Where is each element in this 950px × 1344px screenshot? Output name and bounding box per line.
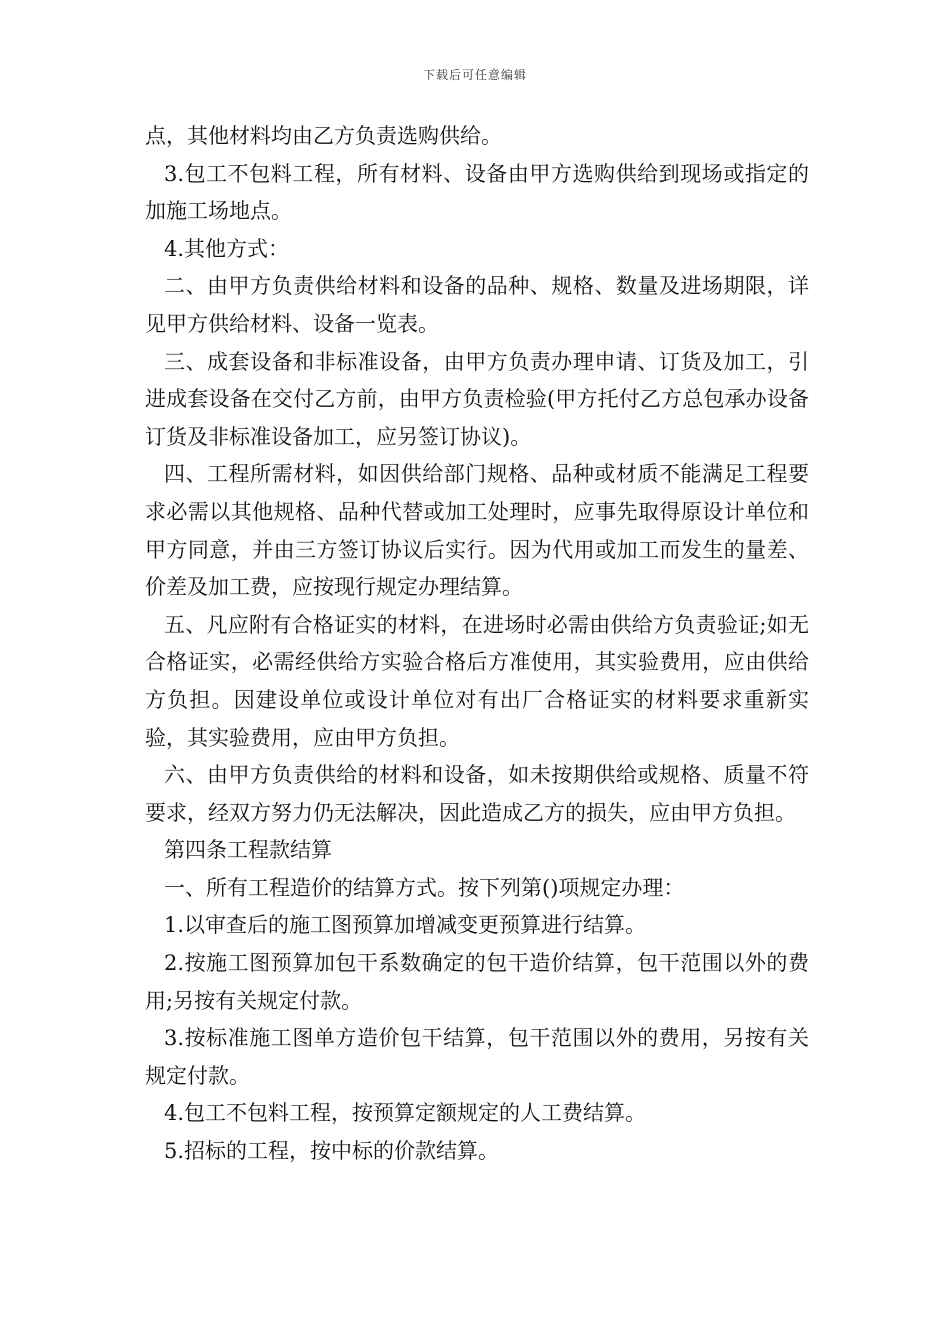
paragraph-settlement-3: 3.按标准施工图单方造价包干结算，包干范围以外的费用，另按有关规定付款。 <box>145 1026 809 1088</box>
paragraph-section-6: 六、由甲方负责供给的材料和设备，如未按期供给或规格、质量不符要求，经双方努力仍无法解决，因此造成乙方的损失，应由甲方负担。 <box>145 763 809 825</box>
page-header: 下载后可任意编辑 <box>422 68 527 82</box>
paragraph-section-3: 三、成套设备和非标准设备，由甲方负责办理申请、订货及加工，引进成套设备在交付乙方前，由甲方负责检验(甲方托付乙方总包承办设备订货及非标准设备加工，应另签订协议)。 <box>145 349 809 449</box>
paragraph-settlement-1: 1.以审查后的施工图预算加增减变更预算进行结算。 <box>164 913 647 938</box>
article-heading: 第四条工程款结算 <box>164 838 332 863</box>
paragraph-settlement-intro: 一、所有工程造价的结算方式。按下列第()项规定办理： <box>164 875 685 900</box>
paragraph-section-2: 二、由甲方负责供给材料和设备的品种、规格、数量及进场期限，详见甲方供给材料、设备一览表。 <box>145 274 809 336</box>
paragraph-settlement-4: 4.包工不包料工程，按预算定额规定的人工费结算。 <box>164 1101 647 1126</box>
paragraph-section-4: 四、工程所需材料，如因供给部门规格、品种或材质不能满足工程要求必需以其他规格、品种代替或加工处理时，应事先取得原设计单位和甲方同意，并由三方签订协议后实行。因为代用或加工而发生的量差、价差及加工费，应按现行规定办理结算。 <box>145 462 809 600</box>
paragraph-continuation: 点，其他材料均由乙方负责选购供给。 <box>145 124 502 148</box>
paragraph-item-3: 3.包工不包料工程，所有材料、设备由甲方选购供给到现场或指定的加施工场地点。 <box>145 161 809 224</box>
paragraph-settlement-2: 2.按施工图预算加包干系数确定的包干造价结算，包干范围以外的费用;另按有关规定付款。 <box>145 951 809 1013</box>
paragraph-settlement-5: 5.招标的工程，按中标的价款结算。 <box>164 1139 500 1164</box>
paragraph-section-5: 五、凡应附有合格证实的材料，在进场时必需由供给方负责验证;如无合格证实，必需经供给方实验合格后方准使用，其实验费用，应由供给方负担。因建设单位或设计单位对有出厂合格证实的材料要求重新实验，其实验费用，应由甲方负担。 <box>145 612 809 750</box>
document-body <box>145 118 809 1171</box>
paragraph-item-4: 4.其他方式： <box>164 236 290 261</box>
